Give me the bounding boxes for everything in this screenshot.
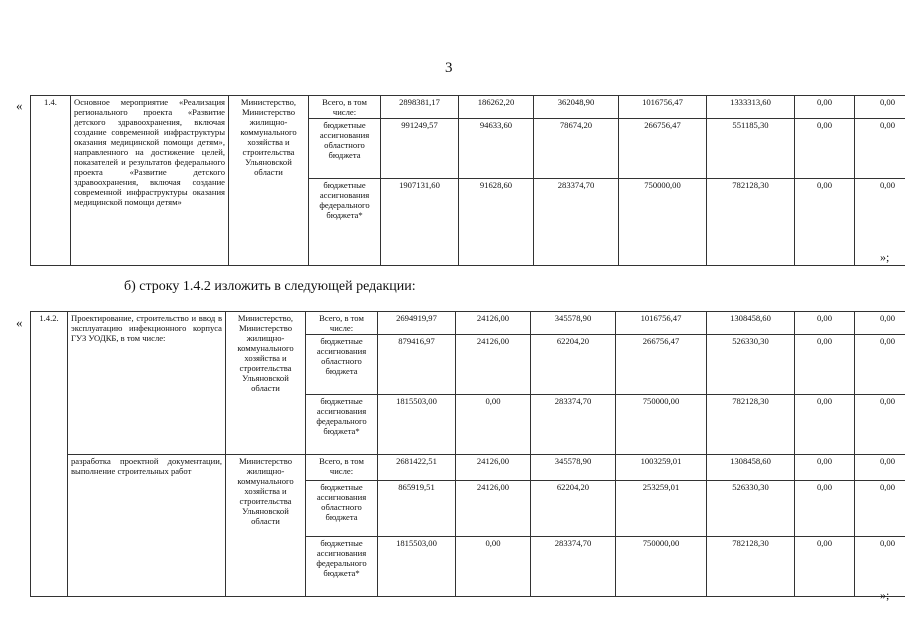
table-row bbox=[31, 312, 905, 335]
value-cell: 0,00 bbox=[795, 96, 855, 119]
value-cell: 1815503,00 bbox=[378, 537, 456, 597]
value-cell: 991249,57 bbox=[381, 119, 459, 179]
value-cell: 879416,97 bbox=[378, 335, 456, 395]
value-cell: 2898381,17 bbox=[381, 96, 459, 119]
value-cell: 0,00 bbox=[855, 96, 905, 119]
value-cell: 0,00 bbox=[795, 335, 855, 395]
value-cell: 24126,00 bbox=[456, 335, 531, 395]
value-cell: 0,00 bbox=[795, 312, 855, 335]
closing-quote: »; bbox=[880, 588, 890, 602]
value-cell: 0,00 bbox=[855, 335, 905, 395]
value-cell: 0,00 bbox=[855, 119, 905, 179]
value-cell: 0,00 bbox=[456, 537, 531, 597]
opening-quote: « bbox=[16, 98, 23, 113]
table-row bbox=[31, 96, 905, 119]
value-cell: 94633,60 bbox=[459, 119, 534, 179]
value-cell: 345578,90 bbox=[531, 455, 616, 481]
value-cell: 526330,30 bbox=[707, 481, 795, 537]
funding-source: бюджетные ассигнования областного бюджета bbox=[309, 119, 381, 179]
value-cell: 62204,20 bbox=[531, 481, 616, 537]
funding-source: Всего, в том числе: bbox=[306, 312, 378, 335]
value-cell: 0,00 bbox=[795, 537, 855, 597]
value-cell: 283374,70 bbox=[534, 179, 619, 266]
value-cell: 865919,51 bbox=[378, 481, 456, 537]
value-cell: 24126,00 bbox=[456, 312, 531, 335]
value-cell: 1003259,01 bbox=[616, 455, 707, 481]
value-cell: 1815503,00 bbox=[378, 395, 456, 455]
value-cell: 24126,00 bbox=[456, 455, 531, 481]
value-cell: 551185,30 bbox=[707, 119, 795, 179]
value-cell: 253259,01 bbox=[616, 481, 707, 537]
value-cell: 1308458,60 bbox=[707, 455, 795, 481]
value-cell: 0,00 bbox=[795, 179, 855, 266]
funding-source: бюджетные ассигнования федерального бюджета* bbox=[306, 395, 378, 455]
value-cell: 0,00 bbox=[855, 395, 905, 455]
value-cell: 782128,30 bbox=[707, 395, 795, 455]
value-cell: 1907131,60 bbox=[381, 179, 459, 266]
value-cell: 0,00 bbox=[795, 481, 855, 537]
program-table-row-1-4-2 bbox=[30, 311, 905, 597]
row-index: 1.4.2. bbox=[31, 312, 68, 597]
value-cell: 750000,00 bbox=[616, 395, 707, 455]
value-cell: 186262,20 bbox=[459, 96, 534, 119]
funding-source: Всего, в том числе: bbox=[306, 455, 378, 481]
value-cell: 0,00 bbox=[795, 395, 855, 455]
value-cell: 2694919,97 bbox=[378, 312, 456, 335]
funding-source: Всего, в том числе: bbox=[309, 96, 381, 119]
value-cell: 345578,90 bbox=[531, 312, 616, 335]
row-executor: Министерство жилищно-коммунального хозяйства и строительства Ульяновской области bbox=[226, 455, 306, 597]
funding-source: бюджетные ассигнования областного бюджета bbox=[306, 335, 378, 395]
value-cell: 0,00 bbox=[795, 119, 855, 179]
row-index: 1.4. bbox=[31, 96, 71, 266]
opening-quote: « bbox=[16, 315, 23, 330]
value-cell: 2681422,51 bbox=[378, 455, 456, 481]
value-cell: 283374,70 bbox=[531, 395, 616, 455]
program-table-row-1-4 bbox=[30, 95, 905, 266]
row-executor: Министерство, Министерство жилищно-коммунального хозяйства и строительства Ульяновской области bbox=[229, 96, 309, 266]
value-cell: 0,00 bbox=[855, 481, 905, 537]
value-cell: 24126,00 bbox=[456, 481, 531, 537]
value-cell: 62204,20 bbox=[531, 335, 616, 395]
value-cell: 266756,47 bbox=[619, 119, 707, 179]
value-cell: 750000,00 bbox=[616, 537, 707, 597]
value-cell: 1333313,60 bbox=[707, 96, 795, 119]
value-cell: 0,00 bbox=[855, 312, 905, 335]
value-cell: 1016756,47 bbox=[619, 96, 707, 119]
value-cell: 0,00 bbox=[855, 537, 905, 597]
value-cell: 91628,60 bbox=[459, 179, 534, 266]
funding-source: бюджетные ассигнования федерального бюджета* bbox=[309, 179, 381, 266]
closing-quote: »; bbox=[880, 250, 890, 264]
value-cell: 750000,00 bbox=[619, 179, 707, 266]
table-row bbox=[31, 455, 905, 481]
row-description: разработка проектной документации, выполнение строительных работ bbox=[68, 455, 226, 597]
row-description: Проектирование, строительство и ввод в эксплуатацию инфекционного корпуса ГУЗ УОДКБ, в том числе: bbox=[68, 312, 226, 455]
value-cell: 0,00 bbox=[795, 455, 855, 481]
value-cell: 0,00 bbox=[456, 395, 531, 455]
value-cell: 526330,30 bbox=[707, 335, 795, 395]
funding-source: бюджетные ассигнования федерального бюджета* bbox=[306, 537, 378, 597]
value-cell: 78674,20 bbox=[534, 119, 619, 179]
value-cell: 0,00 bbox=[855, 179, 905, 266]
value-cell: 782128,30 bbox=[707, 179, 795, 266]
row-description: Основное мероприятие «Реализация регионального проекта «Развитие детского здравоохранения, включая создание современной инфраструктуры оказания медицинской помощи детям», направленного на достижение целей, показателей и результатов федерального проекта «Развитие детского здравоохранения, включая создание современной инфраструктуры оказания медицинской помощи детям» bbox=[71, 96, 229, 266]
value-cell: 0,00 bbox=[855, 455, 905, 481]
value-cell: 283374,70 bbox=[531, 537, 616, 597]
value-cell: 782128,30 bbox=[707, 537, 795, 597]
page-number: 3 bbox=[445, 60, 453, 76]
value-cell: 362048,90 bbox=[534, 96, 619, 119]
value-cell: 1016756,47 bbox=[616, 312, 707, 335]
section-heading-b: б) строку 1.4.2 изложить в следующей редакции: bbox=[124, 279, 416, 294]
value-cell: 1308458,60 bbox=[707, 312, 795, 335]
funding-source: бюджетные ассигнования областного бюджета bbox=[306, 481, 378, 537]
row-executor: Министерство, Министерство жилищно-коммунального хозяйства и строительства Ульяновской области bbox=[226, 312, 306, 455]
value-cell: 266756,47 bbox=[616, 335, 707, 395]
